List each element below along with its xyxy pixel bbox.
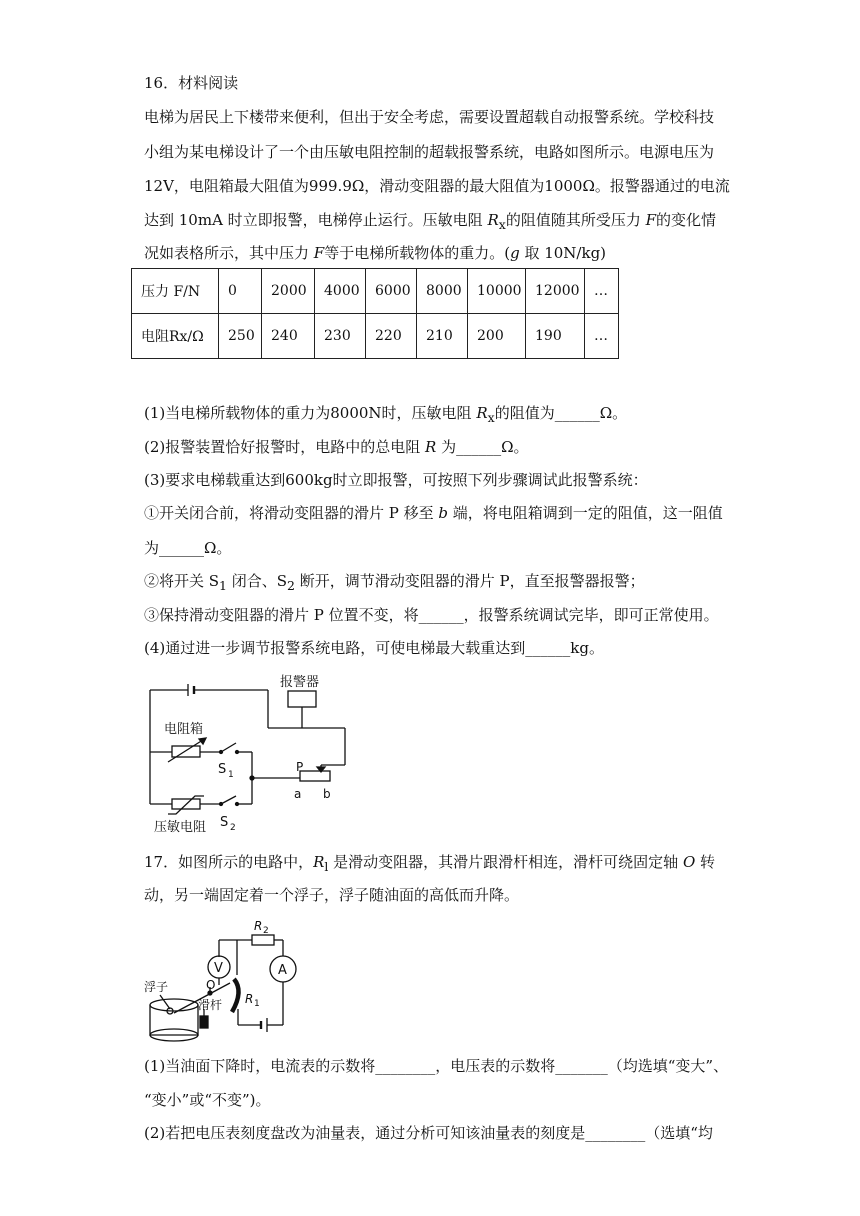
var-o: O xyxy=(682,853,696,871)
lever-rod-label: 滑杆 xyxy=(198,998,223,1012)
q16-step1 xyxy=(144,503,723,523)
q16-heading: 16．材料阅读 xyxy=(144,74,239,92)
var-subscript: 1 xyxy=(219,578,227,593)
text-segment: 况如表格所示，其中压力 xyxy=(144,244,314,262)
alarm-circuit-diagram xyxy=(140,672,370,842)
pivot-stand xyxy=(200,1016,208,1028)
slider-p-label: P xyxy=(296,760,304,774)
voltmeter-v-label: V xyxy=(214,961,223,976)
q17-sub2: (2)若把电压表刻度盘改为油量表，通过分析可知该油量表的刻度是________（选填“均 xyxy=(144,1124,713,1142)
table-cell: 12000 xyxy=(526,269,585,314)
var-g: g xyxy=(510,244,520,262)
switch-s2-sub: 2 xyxy=(230,823,236,833)
var-subscript: x xyxy=(487,410,495,425)
table-row-resistance xyxy=(132,314,619,359)
var-subscript: l xyxy=(324,859,329,874)
r1-label: R xyxy=(245,992,254,1006)
r1-rheostat xyxy=(232,979,239,1012)
r2-resistor xyxy=(252,935,274,945)
var-r: R xyxy=(425,438,437,456)
table-cell: 8000 xyxy=(417,269,468,314)
q16-paragraph-line1: 电梯为居民上下楼带来便利，但出于安全考虑，需要设置超载自动报警系统。学校科技 xyxy=(144,108,715,126)
text-segment: 17．如图所示的电路中， xyxy=(144,853,314,871)
text-segment: 的阻值随其所受压力 xyxy=(505,211,646,229)
table-cell: … xyxy=(585,269,619,314)
float-label: 浮子 xyxy=(144,980,169,994)
text-segment: 端，将电阻箱调到一定的阻值，这一阻值 xyxy=(448,504,723,522)
q16-sub1 xyxy=(144,403,627,428)
table-cell: 6000 xyxy=(366,269,417,314)
resistance-box xyxy=(172,746,200,757)
text-segment: 断开，调节滑动变阻器的滑片 P，直至报警器报警； xyxy=(295,572,645,590)
switch-s1-label: S xyxy=(218,762,227,777)
var-b: b xyxy=(438,504,449,522)
table-cell: 10000 xyxy=(468,269,526,314)
text-segment: 的阻值为______Ω。 xyxy=(494,404,628,422)
table-header-pressure: 压力 F/N xyxy=(132,269,219,314)
var-f: F xyxy=(645,211,657,229)
r2-label: R xyxy=(254,919,263,933)
table-cell: 220 xyxy=(366,314,417,359)
table-cell: 230 xyxy=(315,314,366,359)
end-a-label: a xyxy=(294,787,302,801)
oil-gauge-circuit-diagram xyxy=(140,913,315,1043)
text-segment: ①开关闭合前，将滑动变阻器的滑片 P 移至 xyxy=(144,504,439,522)
table-row-pressure xyxy=(132,269,619,314)
text-segment: ②将开关 S xyxy=(144,572,220,590)
text-segment: 为______Ω。 xyxy=(436,438,529,456)
q16-sub3: (3)要求电梯载重达到600kg时立即报警，可按照下列步骤调试此报警系统： xyxy=(144,471,648,489)
alarm-label: 报警器 xyxy=(280,675,320,690)
switch-s1-sub: 1 xyxy=(228,770,234,780)
var-r: R xyxy=(476,404,488,422)
var-r: R xyxy=(313,853,325,871)
var-subscript: 2 xyxy=(287,578,295,593)
q16-sub2 xyxy=(144,437,529,457)
table-cell: 2000 xyxy=(262,269,315,314)
q16-paragraph-line4 xyxy=(144,210,716,235)
q16-step3: ③保持滑动变阻器的滑片 P 位置不变，将______，报警系统调试完毕，即可正常使用。 xyxy=(144,606,719,624)
ammeter-a-label: A xyxy=(278,963,287,978)
text-segment: (1)当电梯所载物体的重力为8000N时，压敏电阻 xyxy=(144,404,477,422)
var-r: R xyxy=(487,211,499,229)
q16-sub4: (4)通过进一步调节报警系统电路，可使电梯最大载重达到______kg。 xyxy=(144,639,604,657)
table-cell: 0 xyxy=(219,269,262,314)
end-b-label: b xyxy=(323,787,331,801)
q16-paragraph-line5 xyxy=(144,243,606,263)
r1-subscript: 1 xyxy=(254,999,260,1009)
text-segment: 等于电梯所载物体的重力。( xyxy=(324,244,511,262)
var-subscript: x xyxy=(498,217,506,232)
table-cell: 240 xyxy=(262,314,315,359)
table-header-resistance: 电阻Rx/Ω xyxy=(132,314,219,359)
rheostat-body xyxy=(300,771,330,781)
q16-step2 xyxy=(144,571,645,596)
table-cell: 210 xyxy=(417,314,468,359)
q16-paragraph-line3: 12V，电阻箱最大阻值为999.9Ω，滑动变阻器的最大阻值为1000Ω。报警器通过的电流 xyxy=(144,177,730,195)
switch-s2-label: S xyxy=(220,815,229,830)
r2-subscript: 2 xyxy=(263,926,269,936)
q16-paragraph-line2: 小组为某电梯设计了一个由压敏电阻控制的超载报警系统，电路如图所示。电源电压为 xyxy=(144,143,715,161)
resistance-box-label: 电阻箱 xyxy=(164,722,204,737)
q17-sub1-line2: “变小”或“不变”)。 xyxy=(144,1091,271,1109)
table-cell: 4000 xyxy=(315,269,366,314)
text-segment: (2)报警装置恰好报警时，电路中的总电阻 xyxy=(144,438,426,456)
text-segment: 转 xyxy=(695,853,716,871)
pivot-o-label: O xyxy=(206,978,216,992)
text-segment: 取 10N/kg) xyxy=(519,244,607,262)
q17-line2: 动，另一端固定着一个浮子，浮子随油面的高低而升降。 xyxy=(144,886,520,904)
text-segment: 达到 10mA 时立即报警，电梯停止运行。压敏电阻 xyxy=(144,211,488,229)
q17-line1 xyxy=(144,852,715,877)
pressure-sensor-label: 压敏电阻 xyxy=(154,820,207,835)
table-cell: 200 xyxy=(468,314,526,359)
q16-step1-cont: 为______Ω。 xyxy=(144,539,232,557)
text-segment: 是滑动变阻器，其滑片跟滑杆相连，滑杆可绕固定轴 xyxy=(328,853,683,871)
table-cell: 190 xyxy=(526,314,585,359)
alarm-box xyxy=(288,691,316,707)
pressure-resistance-table xyxy=(131,268,619,359)
table-cell: … xyxy=(585,314,619,359)
text-segment: 闭合、S xyxy=(227,572,288,590)
text-segment: 的变化情 xyxy=(656,211,717,229)
table-cell: 250 xyxy=(219,314,262,359)
q17-sub1-line1: (1)当油面下降时，电流表的示数将________，电压表的示数将_______（均选填“变大”、 xyxy=(144,1057,729,1075)
var-f: F xyxy=(313,244,325,262)
